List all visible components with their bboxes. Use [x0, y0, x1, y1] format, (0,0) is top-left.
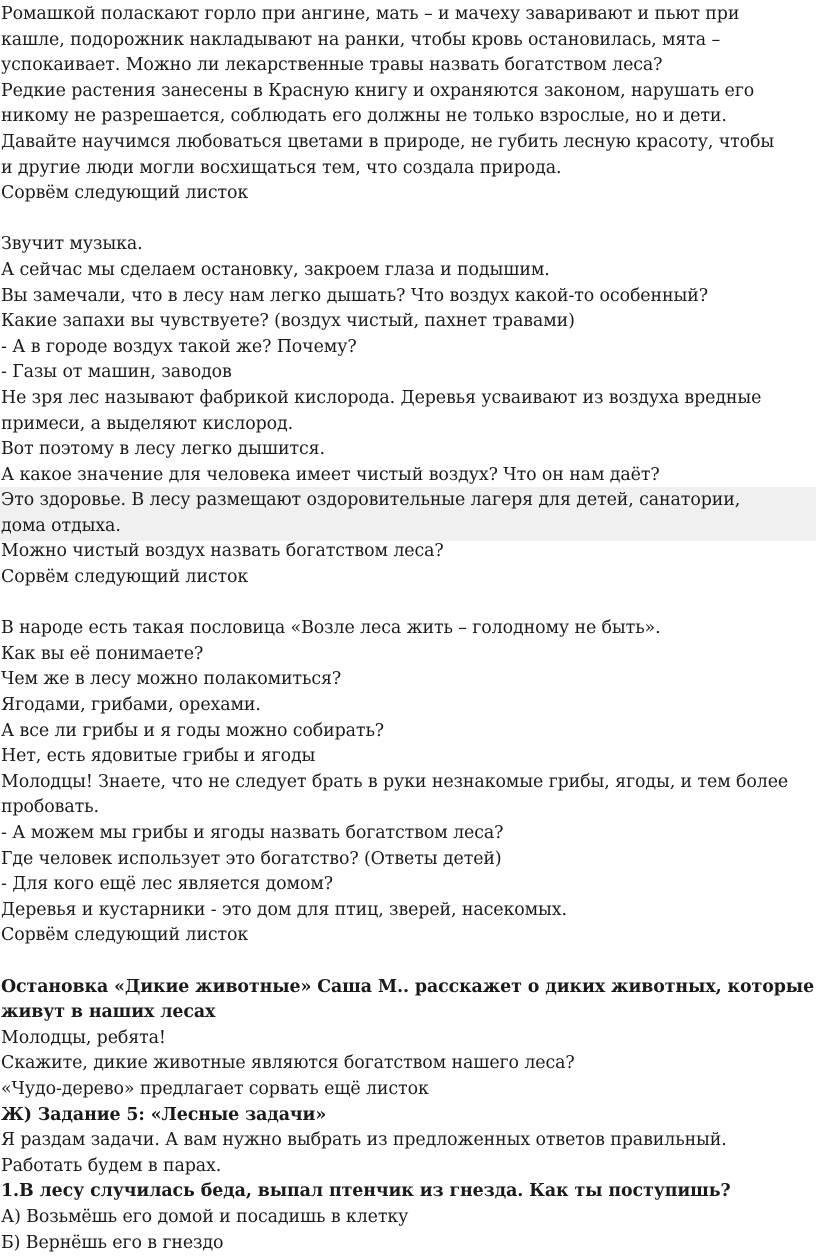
- text-line: Как вы её понимаете?: [1, 643, 204, 664]
- text-line: - Для кого ещё лес является домом?: [1, 874, 333, 895]
- text-line: Это здоровье. В лесу размещают оздоровительные лагеря для детей, санатории,: [1, 490, 741, 511]
- text-line: Ж) Задание 5: «Лесные задачи»: [1, 1104, 327, 1125]
- text-line: А все ли грибы и я годы можно собирать?: [1, 720, 385, 741]
- text-line: А сейчас мы сделаем остановку, закроем глаза и подышим.: [1, 259, 550, 280]
- text-line: пробовать.: [1, 797, 99, 818]
- text-line: Сорвём следующий листок: [1, 925, 249, 946]
- text-line: Б) Вернёшь его в гнездо: [1, 1232, 224, 1253]
- text-line: Вот поэтому в лесу легко дышится.: [1, 439, 325, 460]
- text-line: А какое значение для человека имеет чистый воздух? Что он нам даёт?: [1, 464, 660, 485]
- text-line: Молодцы, ребята!: [1, 1027, 166, 1048]
- text-line: Остановка «Дикие животные» Саша М.. расскажет о диких животных, которые: [1, 976, 815, 997]
- text-line: Сорвём следующий листок: [1, 183, 249, 204]
- text-line: «Чудо-дерево» предлагает сорвать ещё листок: [1, 1078, 429, 1099]
- text-line: Я раздам задачи. А вам нужно выбрать из предложенных ответов правильный.: [1, 1130, 727, 1151]
- text-line: Давайте научимся любоваться цветами в природе, не губить лесную красоту, чтобы: [1, 131, 775, 152]
- text-line: дома отдыха.: [1, 515, 121, 536]
- text-line: Ягодами, грибами, орехами.: [1, 695, 261, 716]
- text-line: Какие запахи вы чувствуете? (воздух чистый, пахнет травами): [1, 311, 575, 332]
- text-line: А) Возьмёшь его домой и посадишь в клетку: [1, 1206, 409, 1227]
- text-line: - Газы от машин, заводов: [1, 362, 232, 383]
- text-line: живут в наших лесах: [1, 1002, 216, 1023]
- text-line: Можно чистый воздух назвать богатством леса?: [1, 541, 444, 562]
- text-line: Нет, есть ядовитые грибы и ягоды: [1, 746, 316, 767]
- text-line: Редкие растения занесены в Красную книгу и охраняются законом, нарушать его: [1, 80, 755, 101]
- text-line: Звучит музыка.: [1, 234, 143, 255]
- text-line: - А можем мы грибы и ягоды назвать богатством леса?: [1, 823, 504, 843]
- text-line: 1.В лесу случилась беда, выпал птенчик из гнезда. Как ты поступишь?: [1, 1181, 731, 1202]
- text-line: - А в городе воздух такой же? Почему?: [1, 336, 357, 357]
- text-line: В народе есть такая пословица «Возле леса жить – голодному не быть».: [1, 618, 661, 639]
- text-line: Молодцы! Знаете, что не следует брать в руки незнакомые грибы, ягоды, и тем более: [1, 771, 789, 792]
- text-line: примеси, а выделяют кислород.: [1, 413, 294, 434]
- blank-line: [1, 207, 816, 233]
- text-line: Где человек использует это богатство? (Ответы детей): [1, 848, 502, 869]
- blank-line: [1, 949, 816, 975]
- text-line: Чем же в лесу можно полакомиться?: [1, 669, 342, 690]
- blank-line: [1, 591, 816, 617]
- text-line: кашле, подорожник накладывают на ранки, чтобы кровь остановилась, мята –: [1, 29, 721, 50]
- text-line: Деревья и кустарники - это дом для птиц, зверей, насекомых.: [1, 899, 567, 920]
- text-line: Скажите, дикие животные являются богатством нашего леса?: [1, 1053, 575, 1074]
- text-line: успокаивает. Можно ли лекарственные травы назвать богатством леса?: [1, 55, 663, 76]
- text-line: Вы замечали, что в лесу нам легко дышать? Что воздух какой-то особенный?: [1, 285, 708, 306]
- text-line: и другие люди могли восхищаться тем, что создала природа.: [1, 157, 562, 178]
- text-line: никому не разрешается, соблюдать его должны не только взрослые, но и дети.: [1, 106, 727, 127]
- text-line: Сорвём следующий листок: [1, 567, 249, 588]
- text-line: Не зря лес называют фабрикой кислорода. Деревья усваивают из воздуха вредные: [1, 387, 762, 408]
- text-line: Ромашкой поласкают горло при ангине, мать – и мачеху заваривают и пьют при: [1, 4, 740, 24]
- text-line: Работать будем в парах.: [1, 1155, 222, 1176]
